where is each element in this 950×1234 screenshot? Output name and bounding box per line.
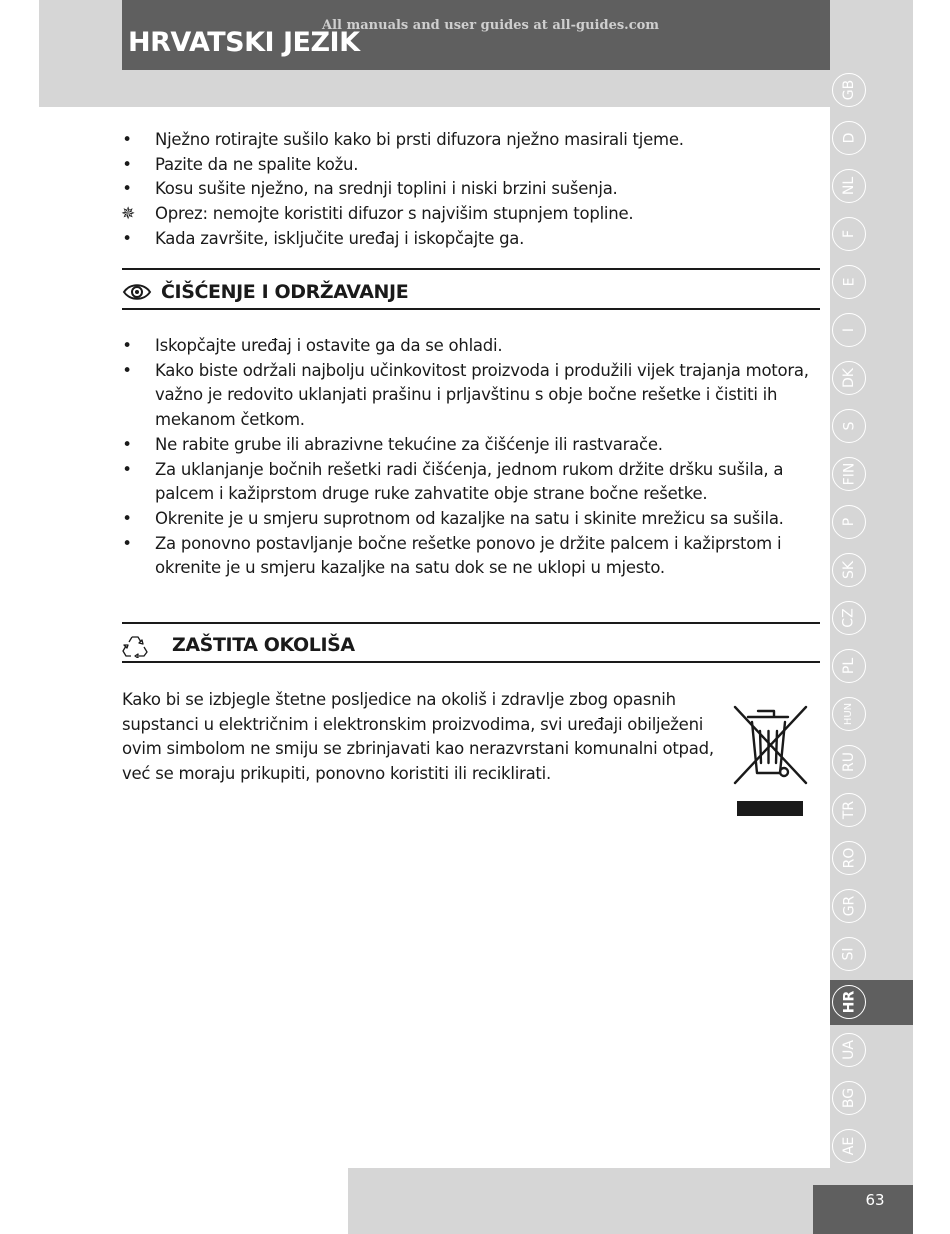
page-title: HRVATSKI JEZIK [128,27,360,58]
caution-icon: ✵ [121,204,135,225]
list-item: • Kako biste održali najbolju učinkovitost proizvoda i produžili vijek trajanja motora, važno je redovito uklanjati prašinu i prljavštinu s obje bočne rešetke i čistiti ih mekanom četkom. [122,360,809,430]
list-item: • Ne rabite grube ili abrazivne tekućine za čišćenje ili rastvarače. [122,434,663,454]
lang-tab-nl[interactable]: NL [832,169,866,203]
lang-tab-f[interactable]: F [832,217,866,251]
lang-tab-ae[interactable]: AE [832,1129,866,1163]
lang-tab-s[interactable]: S [832,409,866,443]
lang-tab-ro[interactable]: RO [832,841,866,875]
list-item: • Kosu sušite nježno, na srednji toplini i niski brzini sušenja. [122,179,618,199]
section-divider [122,622,820,624]
watermark: All manuals and user guides at all-guides.com [322,18,660,33]
list-item: ✵ Oprez: nemojte koristiti difuzor s najvišim stupnjem topline. [122,202,822,227]
lang-tab-d[interactable]: D [832,121,866,155]
lang-tab-bg[interactable]: BG [832,1081,866,1115]
list-item: • Za ponovno postavljanje bočne rešetke ponovo je držite palcem i kažiprstom i okrenite je u smjeru kazaljke na satu dok se ne uklopi u mjesto. [122,533,782,578]
lang-tab-pl[interactable]: PL [832,649,866,683]
usage-bullet-list [122,128,822,252]
lang-tab-dk[interactable]: DK [832,361,866,395]
cleaning-section-title: ČIŠĆENJE I ODRŽAVANJE [161,281,409,303]
list-item: • Kada završite, isključite uređaj i iskopčajte ga. [122,228,525,248]
section-divider [122,308,820,310]
lang-tab-p[interactable]: P [832,505,866,539]
section-divider [122,661,820,663]
lang-tab-hun[interactable]: HUN [832,697,866,731]
lang-tab-cz[interactable]: CZ [832,601,866,635]
lang-tab-tr[interactable]: TR [832,793,866,827]
lang-tab-ua[interactable]: UA [832,1033,866,1067]
lang-tab-sk[interactable]: SK [832,553,866,587]
environment-paragraph: Kako bi se izbjegle štetne posljedice na okoliš i zdravlje zbog opasnih supstanci u električnim i elektronskim proizvodima, svi uređaji obilježeni ovim simbolom ne smiju se zbrinjavati kao nerazvrstani komunalni otpad, već se moraju prikupiti, ponovno koristiti ili reciklirati. [122,690,714,784]
lang-tab-gb[interactable]: GB [832,73,866,107]
crossed-out-wheelie-bin-icon [730,703,810,819]
list-item: • Za uklanjanje bočnih rešetki radi čišćenja, jednom rukom držite dršku sušila, a palcem i kažiprstom druge ruke zahvatite obje strane bočne rešetke. [122,459,784,504]
list-item: • Okrenite je u smjeru suprotnom od kazaljke na satu i skinite mrežicu sa sušila. [122,508,784,528]
environment-section-title: ZAŠTITA OKOLIŠA [172,634,355,656]
recycle-icon [122,634,148,658]
eye-icon [122,281,152,303]
lang-tab-hr[interactable]: HR [832,985,866,1019]
page-number: 63 [865,1191,885,1209]
lang-tab-ru[interactable]: RU [832,745,866,779]
list-item: • Pazite da ne spalite kožu. [122,154,359,174]
lang-tab-gr[interactable]: GR [832,889,866,923]
list-item: • Nježno rotirajte sušilo kako bi prsti difuzora nježno masirali tjeme. [122,130,684,149]
list-item: • Iskopčajte uređaj i ostavite ga da se ohladi. [122,336,503,355]
lang-tab-i[interactable]: I [832,313,866,347]
section-divider [122,268,820,270]
lang-tab-e[interactable]: E [832,265,866,299]
lang-tab-fin[interactable]: FIN [832,457,866,491]
cleaning-bullet-list [122,334,822,581]
lang-tab-si[interactable]: SI [832,937,866,971]
